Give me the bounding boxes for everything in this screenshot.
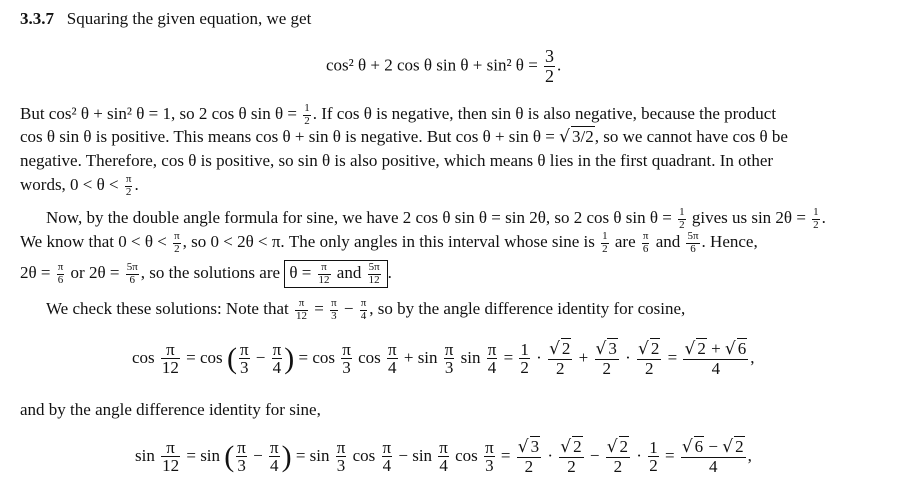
problem-number: 3.3.7 xyxy=(20,9,54,28)
fraction-pi-over-4 xyxy=(269,439,280,476)
fraction-half xyxy=(601,231,609,255)
fraction-pi-over-3 xyxy=(341,341,352,378)
fraction-sqrt2-over-2 xyxy=(559,438,583,476)
sqrt-icon: √ xyxy=(606,437,618,457)
fraction-half xyxy=(812,207,820,231)
fraction-pi-over-12 xyxy=(161,341,180,378)
text: = xyxy=(298,347,309,367)
denominator: 2 xyxy=(813,218,819,231)
denominator: 3 xyxy=(331,309,337,322)
numerator xyxy=(681,438,746,458)
numerator: 5π xyxy=(126,261,138,273)
denominator: 2 xyxy=(556,358,565,378)
text: cos xyxy=(455,445,478,465)
text: sin xyxy=(135,445,155,465)
radicand: 2 xyxy=(697,339,706,358)
numerator: π xyxy=(174,230,180,242)
numerator xyxy=(548,340,572,360)
denominator: 3 xyxy=(237,456,246,476)
denominator: 3 xyxy=(485,456,494,476)
text: sin xyxy=(309,445,330,465)
text: and xyxy=(336,262,362,282)
text: − xyxy=(589,445,600,465)
sqrt-icon: √ xyxy=(595,339,607,359)
text: + xyxy=(403,347,414,367)
fraction-5pi-over-6 xyxy=(126,262,139,286)
fraction-pi-over-3 xyxy=(484,439,495,476)
text: sin xyxy=(417,347,438,367)
para3-line xyxy=(46,298,685,322)
text: = xyxy=(667,347,678,367)
text: negative. Therefore, cos θ is positive, so sin θ is also positive, which means θ lies in the first quadrant. In other xyxy=(20,151,774,170)
denominator: 6 xyxy=(129,273,135,286)
text: = xyxy=(664,445,675,465)
denominator: 12 xyxy=(295,309,307,322)
radicand: 3 xyxy=(530,437,540,456)
text: cos xyxy=(200,347,223,367)
text: = xyxy=(186,445,196,465)
fraction-pi-over-2 xyxy=(173,231,181,255)
numerator: π xyxy=(125,173,132,185)
fraction-pi-over-3 xyxy=(336,439,347,476)
numerator: π xyxy=(239,339,249,359)
text: We check these solutions: Note that xyxy=(46,298,289,318)
radicand: 2 xyxy=(573,437,582,456)
fraction-pi-over-3 xyxy=(444,341,455,378)
denominator: 6 xyxy=(57,273,64,286)
fraction-denominator: 2 xyxy=(545,65,555,86)
para2-line2 xyxy=(20,231,758,255)
denominator: 12 xyxy=(161,358,179,378)
text: cos xyxy=(358,347,381,367)
numerator xyxy=(637,340,661,360)
numerator: π xyxy=(331,297,337,309)
fraction-pi-over-12 xyxy=(161,439,180,476)
denominator: 4 xyxy=(388,358,397,378)
para2-line1: Now, by the double angle formula for sine, we have 2 cos θ sin θ = sin 2θ, so 2 cos θ sin θ = $\frac{1}{2}$ gives us sin 2θ = $\frac{1}{2}$ . xyxy=(46,206,826,231)
denominator: 2 xyxy=(304,114,310,127)
numerator: π xyxy=(360,297,367,309)
radicand: 6 xyxy=(737,339,747,358)
denominator: 4 xyxy=(711,358,721,378)
fraction-pi-over-6 xyxy=(642,231,650,255)
text: θ = xyxy=(289,262,312,282)
fraction-pi-over-12 xyxy=(295,298,308,322)
numerator xyxy=(606,438,630,458)
text: = xyxy=(186,347,196,367)
numerator: π xyxy=(388,339,397,359)
denominator: 2 xyxy=(524,456,534,476)
denominator: 3 xyxy=(336,456,346,476)
fraction-pi-over-4 xyxy=(382,439,393,476)
text: and by the angle difference identity for sine, xyxy=(20,400,321,419)
fraction-pi-over-12 xyxy=(318,262,331,286)
text: , so 0 < 2θ < π. The only angles in this interval whose sine is xyxy=(182,231,595,251)
numerator: π xyxy=(272,339,282,359)
text: − xyxy=(708,437,718,456)
radicand: 2 xyxy=(650,339,660,358)
sqrt-icon: √ xyxy=(549,339,560,359)
fraction-three-halves xyxy=(544,47,555,86)
text: sin xyxy=(460,347,481,367)
denominator: 2 xyxy=(644,358,654,378)
fraction-half xyxy=(303,103,311,127)
numerator: π xyxy=(439,437,448,457)
radicand: 3 xyxy=(608,339,617,358)
text: − xyxy=(253,445,263,465)
left-paren: ( xyxy=(224,439,235,473)
para2-line3: 2θ = $\frac{\pi}{6}$ or 2θ = $\frac{5\pi}{6}$ , so the solutions are θ = $\frac{\pi}{12}$ and $\frac{5\pi}{12}$ . xyxy=(20,260,392,288)
denominator: 3 xyxy=(239,358,249,378)
text: · xyxy=(625,347,631,367)
text: words, 0 < θ < xyxy=(20,174,119,194)
text: + xyxy=(711,339,721,358)
denominator: 2 xyxy=(567,456,576,476)
sqrt-icon: √ xyxy=(517,437,529,457)
text: cos xyxy=(352,445,376,465)
fraction-pi-over-2 xyxy=(125,174,133,198)
numerator: π xyxy=(318,262,331,275)
sqrt-icon: √ xyxy=(560,437,572,457)
para1-line1 xyxy=(20,103,776,127)
sqrt-icon: √ xyxy=(684,339,696,359)
text: , so the solutions are xyxy=(140,262,281,282)
fraction-5pi-over-6 xyxy=(686,231,699,255)
problem-header xyxy=(20,9,311,29)
denominator: 4 xyxy=(360,309,367,322)
text: = xyxy=(503,347,514,367)
radicand: 2 xyxy=(735,437,744,456)
radicand: 6 xyxy=(694,437,704,456)
numerator: π xyxy=(237,437,246,457)
fraction-sqrt3-over-2 xyxy=(595,340,619,378)
fraction-pi-over-4 xyxy=(272,341,283,378)
numerator xyxy=(595,340,619,360)
text: 2θ = xyxy=(20,262,51,282)
text: But cos² θ + sin² θ = 1, so 2 cos θ sin θ = xyxy=(20,103,297,123)
fraction-5pi-over-12 xyxy=(368,262,381,286)
fraction-pi-over-4 xyxy=(387,341,398,378)
numerator: π xyxy=(642,230,649,242)
numerator xyxy=(559,438,583,458)
text: We know that 0 < θ < xyxy=(20,231,167,251)
text: − xyxy=(343,298,354,318)
denominator: 6 xyxy=(690,242,696,255)
denominator: 4 xyxy=(708,456,718,476)
numerator xyxy=(517,438,541,458)
numerator: π xyxy=(342,339,351,359)
numerator: 5π xyxy=(368,261,380,273)
denominator: 2 xyxy=(125,185,132,198)
text: = xyxy=(314,298,324,318)
sqrt-icon: √ xyxy=(638,339,649,359)
fraction-sqrt2-over-2 xyxy=(637,340,661,378)
sqrt-icon: √ xyxy=(722,437,734,457)
denominator: 4 xyxy=(487,358,497,378)
numerator xyxy=(683,340,748,360)
denominator: 4 xyxy=(439,456,448,476)
fraction-result-cos xyxy=(683,340,748,378)
text: cos xyxy=(312,347,335,367)
text: are xyxy=(614,231,636,251)
fraction-one-half xyxy=(648,439,659,476)
numerator: π xyxy=(269,437,279,457)
text: . If cos θ is negative, then sin θ is also negative, because the product xyxy=(312,103,777,123)
fraction-sqrt2-over-2 xyxy=(548,340,572,378)
equation-squared: cos² θ + 2 cos θ sin θ + sin² θ = $\frac{3}{2}$ . xyxy=(326,46,562,86)
text: cos θ sin θ is positive. This means cos θ + sin θ is negative. But cos θ + sin θ = xyxy=(20,127,555,146)
fraction-pi-over-4 xyxy=(487,341,498,378)
text: · xyxy=(536,347,542,367)
denominator: 4 xyxy=(270,456,279,476)
text: sin xyxy=(412,445,433,465)
para1-line3 xyxy=(20,151,773,171)
text: Now, by the double angle formula for sine, we have 2 cos θ sin θ = sin 2θ, so 2 cos θ sin θ = xyxy=(46,207,672,227)
text: , xyxy=(750,347,755,367)
para4-line xyxy=(20,400,321,420)
text: sin xyxy=(200,445,221,465)
denominator: 2 xyxy=(613,456,623,476)
denominator: 12 xyxy=(162,456,180,476)
numerator: π xyxy=(57,261,64,273)
numerator: π xyxy=(444,339,454,359)
radicand: 3/2 xyxy=(571,127,594,146)
numerator: 1 xyxy=(520,339,529,359)
equation-sin-pi-12 xyxy=(135,438,752,476)
right-paren: ) xyxy=(281,439,292,473)
denominator: 2 xyxy=(602,358,611,378)
numerator: 1 xyxy=(813,206,819,218)
right-paren: ) xyxy=(284,341,295,375)
numerator: 1 xyxy=(679,206,685,218)
intro-text: Squaring the given equation, we get xyxy=(66,9,312,28)
denominator: 12 xyxy=(318,273,330,286)
fraction-pi-over-3 xyxy=(330,298,338,322)
text: , xyxy=(747,445,752,465)
numerator: π xyxy=(382,437,392,457)
text: = xyxy=(500,445,511,465)
fraction-half xyxy=(678,207,686,231)
text: − xyxy=(398,445,408,465)
text: cos xyxy=(132,347,155,367)
numerator: 5π xyxy=(687,230,699,242)
numerator: π xyxy=(295,298,308,311)
denominator: 2 xyxy=(679,218,685,231)
text: · xyxy=(547,445,554,465)
denominator: 4 xyxy=(382,456,392,476)
para1-line4: words, 0 < θ < $\frac{\pi}{2}$ . xyxy=(20,173,139,198)
text: + xyxy=(578,347,589,367)
fraction-one-half xyxy=(519,341,530,378)
text: or 2θ = xyxy=(70,262,120,282)
fraction-sqrt3-over-2 xyxy=(517,438,541,476)
text: , so we cannot have cos θ be xyxy=(594,127,788,146)
sqrt-icon: √ xyxy=(724,339,736,359)
equation-lhs: cos² θ + 2 cos θ sin θ + sin² θ = xyxy=(326,55,538,75)
fraction-pi-over-3 xyxy=(239,341,250,378)
fraction-pi-over-4 xyxy=(360,298,368,322)
fraction-sqrt2-over-2 xyxy=(606,438,630,476)
fraction-numerator: 3 xyxy=(545,46,555,66)
numerator: 1 xyxy=(649,437,658,457)
text: . Hence, xyxy=(701,231,758,251)
numerator: π xyxy=(161,439,180,458)
text: = xyxy=(295,445,306,465)
radicand: 2 xyxy=(561,339,571,358)
text: gives us sin 2θ = xyxy=(691,207,806,227)
denominator: 4 xyxy=(272,358,282,378)
sqrt-icon: √ xyxy=(681,437,693,457)
denominator: 2 xyxy=(520,358,529,378)
denominator: 2 xyxy=(649,456,658,476)
boxed-answer xyxy=(284,260,387,288)
fraction-result-sin xyxy=(681,438,746,476)
denominator: 12 xyxy=(368,273,380,286)
numerator: 1 xyxy=(602,230,608,242)
numerator: π xyxy=(336,437,346,457)
fraction-pi-over-6 xyxy=(57,262,65,286)
para1-line2 xyxy=(20,127,788,147)
equation-cos-pi-12 xyxy=(132,340,755,378)
numerator: π xyxy=(485,437,494,457)
numerator: 1 xyxy=(304,102,310,114)
numerator: π xyxy=(161,341,180,360)
sqrt-icon: √ xyxy=(559,127,570,147)
text: and xyxy=(655,231,681,251)
radicand: 2 xyxy=(619,437,629,456)
denominator: 2 xyxy=(174,242,180,255)
fraction-pi-over-4 xyxy=(438,439,449,476)
fraction-pi-over-3 xyxy=(236,439,247,476)
text: − xyxy=(255,347,266,367)
denominator: 6 xyxy=(642,242,649,255)
left-paren: ( xyxy=(226,341,237,375)
denominator: 3 xyxy=(444,358,454,378)
text: , so by the angle difference identity for cosine, xyxy=(369,298,686,318)
text: · xyxy=(636,445,642,465)
denominator: 2 xyxy=(602,242,608,255)
denominator: 3 xyxy=(342,358,351,378)
numerator: π xyxy=(487,339,497,359)
